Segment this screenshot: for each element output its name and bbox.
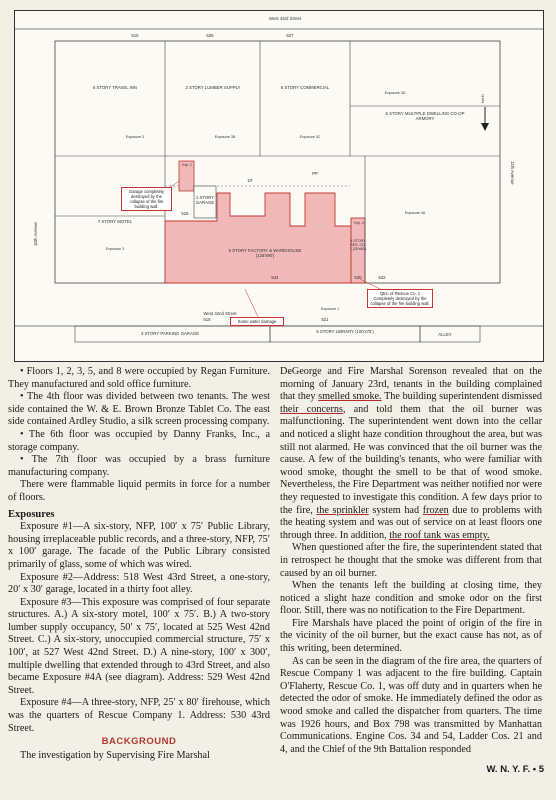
address-label: 515 xyxy=(131,33,139,38)
building-parking-garage: 3 STORY PARKING GARAGE xyxy=(141,331,199,336)
text-run: , and told them that the oil burner was malfunctioning. The superintendent went down into the cellar and noticed a slight haze condition throughout the area, but was still not alarmed. He was convinced that the oil burner was the cause. A few of the building's tenants, who were familiar with wood smoke, thought the smell to be that of wood smoke. Nevertheless, the Fire Department was neither notified nor were they requested to investigate this condition. A few days prior to the fire, xyxy=(280,403,543,516)
text-run: due to problems with the heating system and was out of service on at least floors one through three. In addition, xyxy=(280,504,542,541)
passage-width-label: 10' xyxy=(247,178,253,183)
alley-label: ALLEY xyxy=(438,332,452,337)
exposure-label: Exp. 4 xyxy=(354,221,364,225)
water-damage-callout: Some water damage xyxy=(230,317,284,326)
exposure-label: Exposure 3B xyxy=(214,135,236,139)
address-label: 525 xyxy=(206,33,214,38)
diagram-drawing xyxy=(15,11,543,361)
exposure-label: Exposure 3 xyxy=(105,247,125,251)
paragraph: When the tenants left the building at closing time, they noticed a slight haze condition and smoke odor on the first floor. Still, there was no notification to the Fire Department. xyxy=(280,580,542,617)
building-rescue-co: 6 STORY RES. CO. 1 (25'x80') xyxy=(349,239,367,251)
avenue-11th-label: 11th Avenue xyxy=(510,161,515,185)
exposure-paragraph: Exposure #4—A three-story, NFP, 25′ x 80′ firehouse, which was the quarters of Rescue Company 1. Address: 530 43rd Street. xyxy=(8,697,270,734)
building-motel: 7 STORY MOTEL xyxy=(97,219,133,224)
building-travel-inn: 6 STORY TRAVEL INN xyxy=(92,85,138,90)
address-label: 516 xyxy=(181,211,189,216)
text-run: DeGeorge and Fire Marshal Sorenson revealed that on the morning of January 23rd, tenants in the building complained that they xyxy=(280,366,542,403)
paragraph: As can be seen in the diagram of the fire area, the quarters of Rescue Company 1 was adjacent to the fire building. Captain O'Flaherty, Rescue Co. 1, was off duty and in quarters when he detected the odor of smoke. He immediately defined the odor as wood smoke and called the dispatcher from quarters. The time was 1926 hours, and Box 798 was transmitted by Manhattan Communications. Engine Cos. 34 and 54, Ladder Cos. 21 and 4, and the Chief of the 9th Battalion responded xyxy=(280,655,542,755)
building-small-garage: 1 STORY GARAGE xyxy=(195,195,215,205)
address-label: 515 xyxy=(203,317,211,322)
building-lumber-supply: 2 STORY LUMBER SUPPLY xyxy=(185,85,241,90)
street-43rd-label: West 43rd Street xyxy=(268,16,302,21)
text-run: system had xyxy=(368,504,423,516)
garage-collapse-callout: Garage completely destroyed by the collapse of the fire building wall. xyxy=(121,187,172,211)
exposure-label: Exposure 3D xyxy=(384,91,406,95)
building-multiple-dwelling: 6 STORY MULTIPLE DWELLING CO-OP ARMORY xyxy=(385,111,465,121)
rescue-collapse-callout: Qtrs. of Rescue Co. 1 Completely destroyed by the collapse of the fire building wall. xyxy=(367,289,433,308)
paragraph: • The 6th floor was occupied by Danny Franks, Inc., a storage company. xyxy=(8,428,270,453)
paragraph: When questioned after the fire, the superintendent stated that in retrospect he thought that the smoke was different from that caused by an oil burner. xyxy=(280,542,542,579)
exposure-label: Exposure 3 xyxy=(125,135,145,139)
paragraph: • The 4th floor was divided between two tenants. The west side contained the W. & E. Brown Bronze Tablet Co. The east side contained Ardley Studio, a silk screen processing company. xyxy=(8,391,270,428)
street-42nd-label: West 42nd Street xyxy=(203,311,237,316)
background-heading: BACKGROUND xyxy=(101,736,177,748)
highlighted-text: their concerns xyxy=(280,403,343,415)
exposure-paragraph: Exposure #3—This exposure was comprised of four separate structures. A.) A six-story motel, 100′ x 75′. B.) A two-story lumber supply occupancy, 50′ x 75′, located at 525 West 42nd Street. C.) A six-story, unoccupied commercial structure, 75′ x 100′, at 527 West 42nd Street. D.) A nine-story, 100′ x 300′, multiple dwelling that extended through to 43rd Street, and also became Exposure #4A (see diagram). Address: 529 West 42nd Street. xyxy=(8,596,270,696)
highlighted-text: frozen xyxy=(422,504,449,516)
page-footer: W. N. Y. F. • 5 xyxy=(486,764,544,775)
building-commercial: 6 STORY COMMERCIAL xyxy=(280,85,330,90)
highlighted-text: the roof tank was empty. xyxy=(389,529,490,541)
paragraph xyxy=(280,366,542,542)
passage-label: PP xyxy=(312,171,318,176)
paragraph: Fire Marshals have placed the point of origin of the fire in the vicinity of the oil burner, but the exact cause has not, as of this writing, been determined. xyxy=(280,617,542,655)
avenue-10th-label: 10th Avenue xyxy=(33,222,38,246)
fire-area-diagram xyxy=(14,10,544,362)
exposure-label: Exposure 1 xyxy=(320,307,340,311)
building-library: 6 STORY LIBRARY (100'x75') xyxy=(316,329,374,334)
address-label: 527 xyxy=(286,33,294,38)
exposure-paragraph: Exposure #1—A six-story, NFP, 100′ x 75′ Public Library, housing irreplaceable public records, and a three-story, NFP, 75′ x 100′ garage. The facade of the Public Library consisted primarily of glass, some of which was wired. xyxy=(8,521,270,570)
paragraph: • Floors 1, 2, 3, 5, and 8 were occupied by Regan Furniture. They manufactured and sold office furniture. xyxy=(8,366,270,390)
exposures-heading: Exposures xyxy=(8,508,55,520)
highlighted-text: smelled smoke. xyxy=(318,391,382,403)
paragraph: There were flammable liquid permits in force for a number of floors. xyxy=(8,479,270,503)
exposure-label: Exposure 4A xyxy=(404,211,426,215)
left-text-column xyxy=(8,366,270,762)
text-run: The building superintendent dismissed xyxy=(381,391,542,403)
exposure-label: Exp. 2 xyxy=(182,163,192,167)
building-fire-factory: 6 STORY FACTORY & WAREHOUSE (125'x90') xyxy=(228,248,302,258)
address-label: 521 xyxy=(321,317,329,322)
exposure-label: Exposure 3C xyxy=(299,135,321,139)
paragraph: • The 7th floor was occupied by a brass furniture manufacturing company. xyxy=(8,454,270,478)
highlighted-text: the sprinkler xyxy=(316,504,369,516)
exposure-paragraph: Exposure #2—Address: 518 West 43rd Street, a one-story, 20′ x 30′ garage, located in a thirty foot alley. xyxy=(8,571,270,596)
right-text-column xyxy=(280,366,542,756)
paragraph: The investigation by Supervising Fire Marshal xyxy=(20,749,210,761)
north-label: North xyxy=(481,94,485,103)
address-label: 532 xyxy=(378,275,386,280)
address-label: 534 xyxy=(271,275,279,280)
address-label: 530 xyxy=(354,275,362,280)
